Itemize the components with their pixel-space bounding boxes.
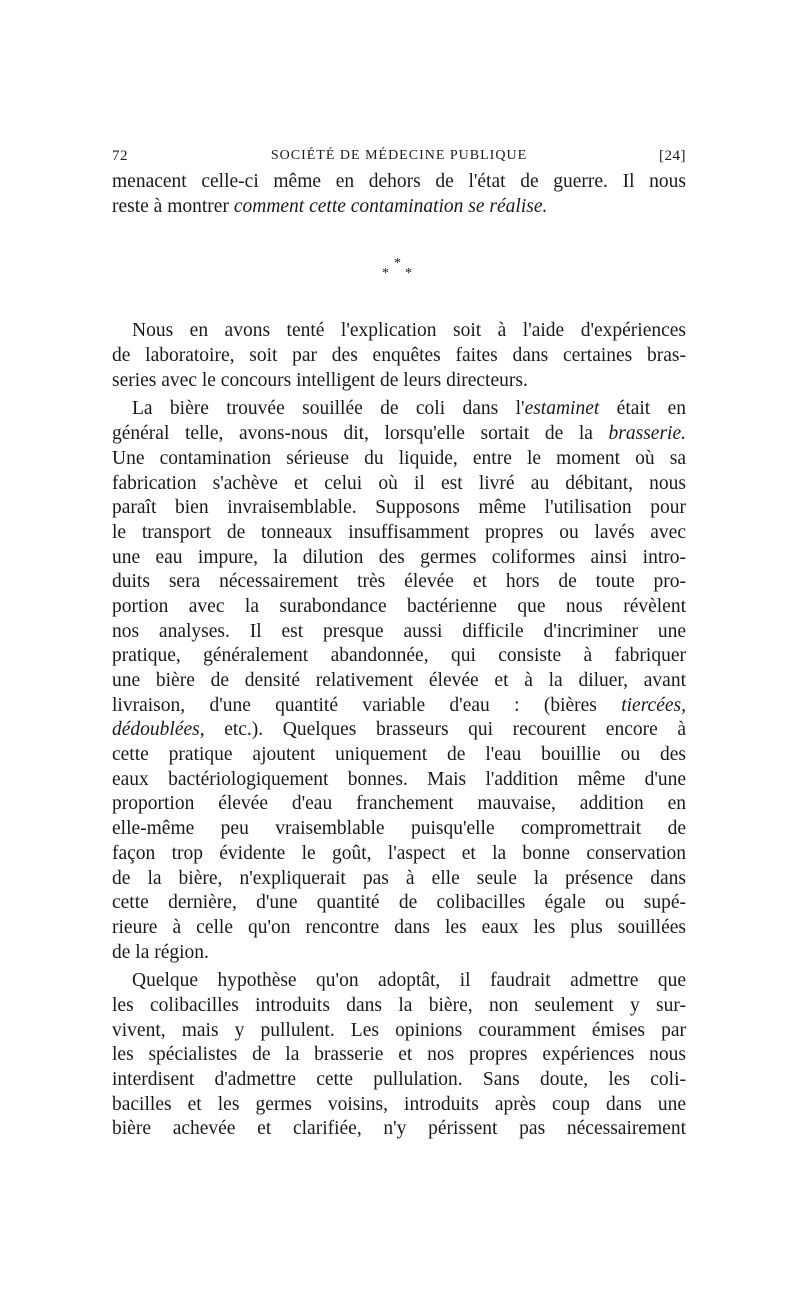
asterisk-mark: * bbox=[382, 266, 389, 282]
text-line: bière achevée et clarifiée, n'y périssent pas nécessairement bbox=[112, 1118, 686, 1140]
text-line: le transport de tonneaux insuffisamment propres ou lavés avec bbox=[112, 521, 686, 543]
text-line: pratique, généralement abandonnée, qui consiste à fabriquer bbox=[112, 645, 686, 667]
text-line: dédoublées, etc.). Quelques brasseurs qui recourent encore à bbox=[112, 719, 686, 741]
running-title: SOCIÉTÉ DE MÉDECINE PUBLIQUE bbox=[270, 148, 528, 163]
text-line: les spécialistes de la brasserie et nos propres expériences nous bbox=[112, 1044, 686, 1066]
text-line: La bière trouvée souillée de coli dans l'estaminet était en bbox=[132, 398, 686, 420]
asterisk-mark: * bbox=[394, 256, 401, 272]
paragraph bbox=[112, 319, 686, 393]
text-line: Quelque hypothèse qu'on adoptât, il faudrait admettre que bbox=[132, 970, 686, 992]
emphasis-text: estaminet bbox=[524, 398, 600, 420]
page-number: 72 bbox=[112, 148, 128, 164]
text-line: Une contamination sérieuse du liquide, entre le moment où sa bbox=[112, 447, 686, 469]
text-line: une eau impure, la dilution des germes coliformes ainsi intro- bbox=[112, 546, 686, 568]
text-line: façon trop évidente le goût, l'aspect et la bonne conservation bbox=[112, 842, 686, 864]
text-line: les colibacilles introduits dans la bière, non seulement y sur- bbox=[112, 994, 686, 1016]
book-page bbox=[112, 144, 686, 1142]
text-line: portion avec la surabondance bactérienne que nous révèlent bbox=[112, 595, 686, 617]
text-line: interdisent d'admettre cette pullulation. Sans doute, les coli- bbox=[112, 1069, 686, 1090]
text-line: vivent, mais y pullulent. Les opinions couramment émises par bbox=[112, 1019, 686, 1041]
section-separator bbox=[112, 219, 686, 319]
text-line: de laboratoire, soit par des enquêtes faites dans certaines bras- bbox=[112, 345, 686, 367]
emphasis-text: dédoublées bbox=[112, 719, 200, 741]
text-line: rieure à celle qu'on rencontre dans les eaux les plus souillées bbox=[112, 916, 686, 938]
text-line: de la région. bbox=[112, 941, 209, 963]
text-line: reste à montrer comment cette contamination se réalise. bbox=[112, 195, 548, 217]
paragraph bbox=[112, 969, 686, 1142]
text-line: eaux bactériologiquement bonnes. Mais l'addition même d'une bbox=[112, 768, 686, 790]
opening-lines bbox=[112, 170, 686, 219]
text-line: paraît bien invraisemblable. Supposons même l'utilisation pour bbox=[112, 497, 686, 519]
paragraph bbox=[112, 397, 686, 965]
text-line: duits sera nécessairement très élevée et hors de toute pro- bbox=[112, 571, 686, 593]
text-line: bacilles et les germes voisins, introduits après coup dans une bbox=[112, 1093, 686, 1115]
text-line: livraison, d'une quantité variable d'eau : (bières tiercées, bbox=[112, 694, 686, 716]
text-line: proportion élevée d'eau franchement mauvaise, addition en bbox=[112, 793, 686, 815]
text-line: nos analyses. Il est presque aussi difficile d'incriminer une bbox=[112, 620, 686, 642]
emphasis-text: comment cette contamination se réalise. bbox=[233, 195, 548, 217]
text-line: cette dernière, d'une quantité de colibacilles égale ou supé- bbox=[112, 892, 686, 914]
text-line: elle-même peu vraisemblable puisqu'elle compromettrait de bbox=[112, 818, 686, 840]
emphasis-text: tiercées, bbox=[621, 694, 686, 716]
text-line: menacent celle-ci même en dehors de l'état de guerre. Il nous bbox=[112, 171, 686, 192]
section-reference: [24] bbox=[659, 148, 686, 164]
text-line: général telle, avons-nous dit, lorsqu'elle sortait de la brasserie. bbox=[112, 423, 686, 445]
text-line: de la bière, n'expliquerait pas à elle seule la présence dans bbox=[112, 867, 686, 889]
asterisk-mark: * bbox=[405, 266, 412, 282]
text-line: Nous en avons tenté l'explication soit à l'aide d'expériences bbox=[132, 320, 686, 342]
text-line: cette pratique ajoutent uniquement de l'eau bouillie ou des bbox=[112, 744, 686, 766]
text-line: une bière de densité relativement élevée et à la diluer, avant bbox=[112, 670, 686, 691]
emphasis-text: brasserie. bbox=[608, 423, 686, 445]
text-line: fabrication s'achève et celui où il est livré au débitant, nous bbox=[112, 472, 686, 494]
text-line: series avec le concours intelligent de leurs directeurs. bbox=[112, 369, 528, 391]
running-head bbox=[112, 144, 686, 170]
